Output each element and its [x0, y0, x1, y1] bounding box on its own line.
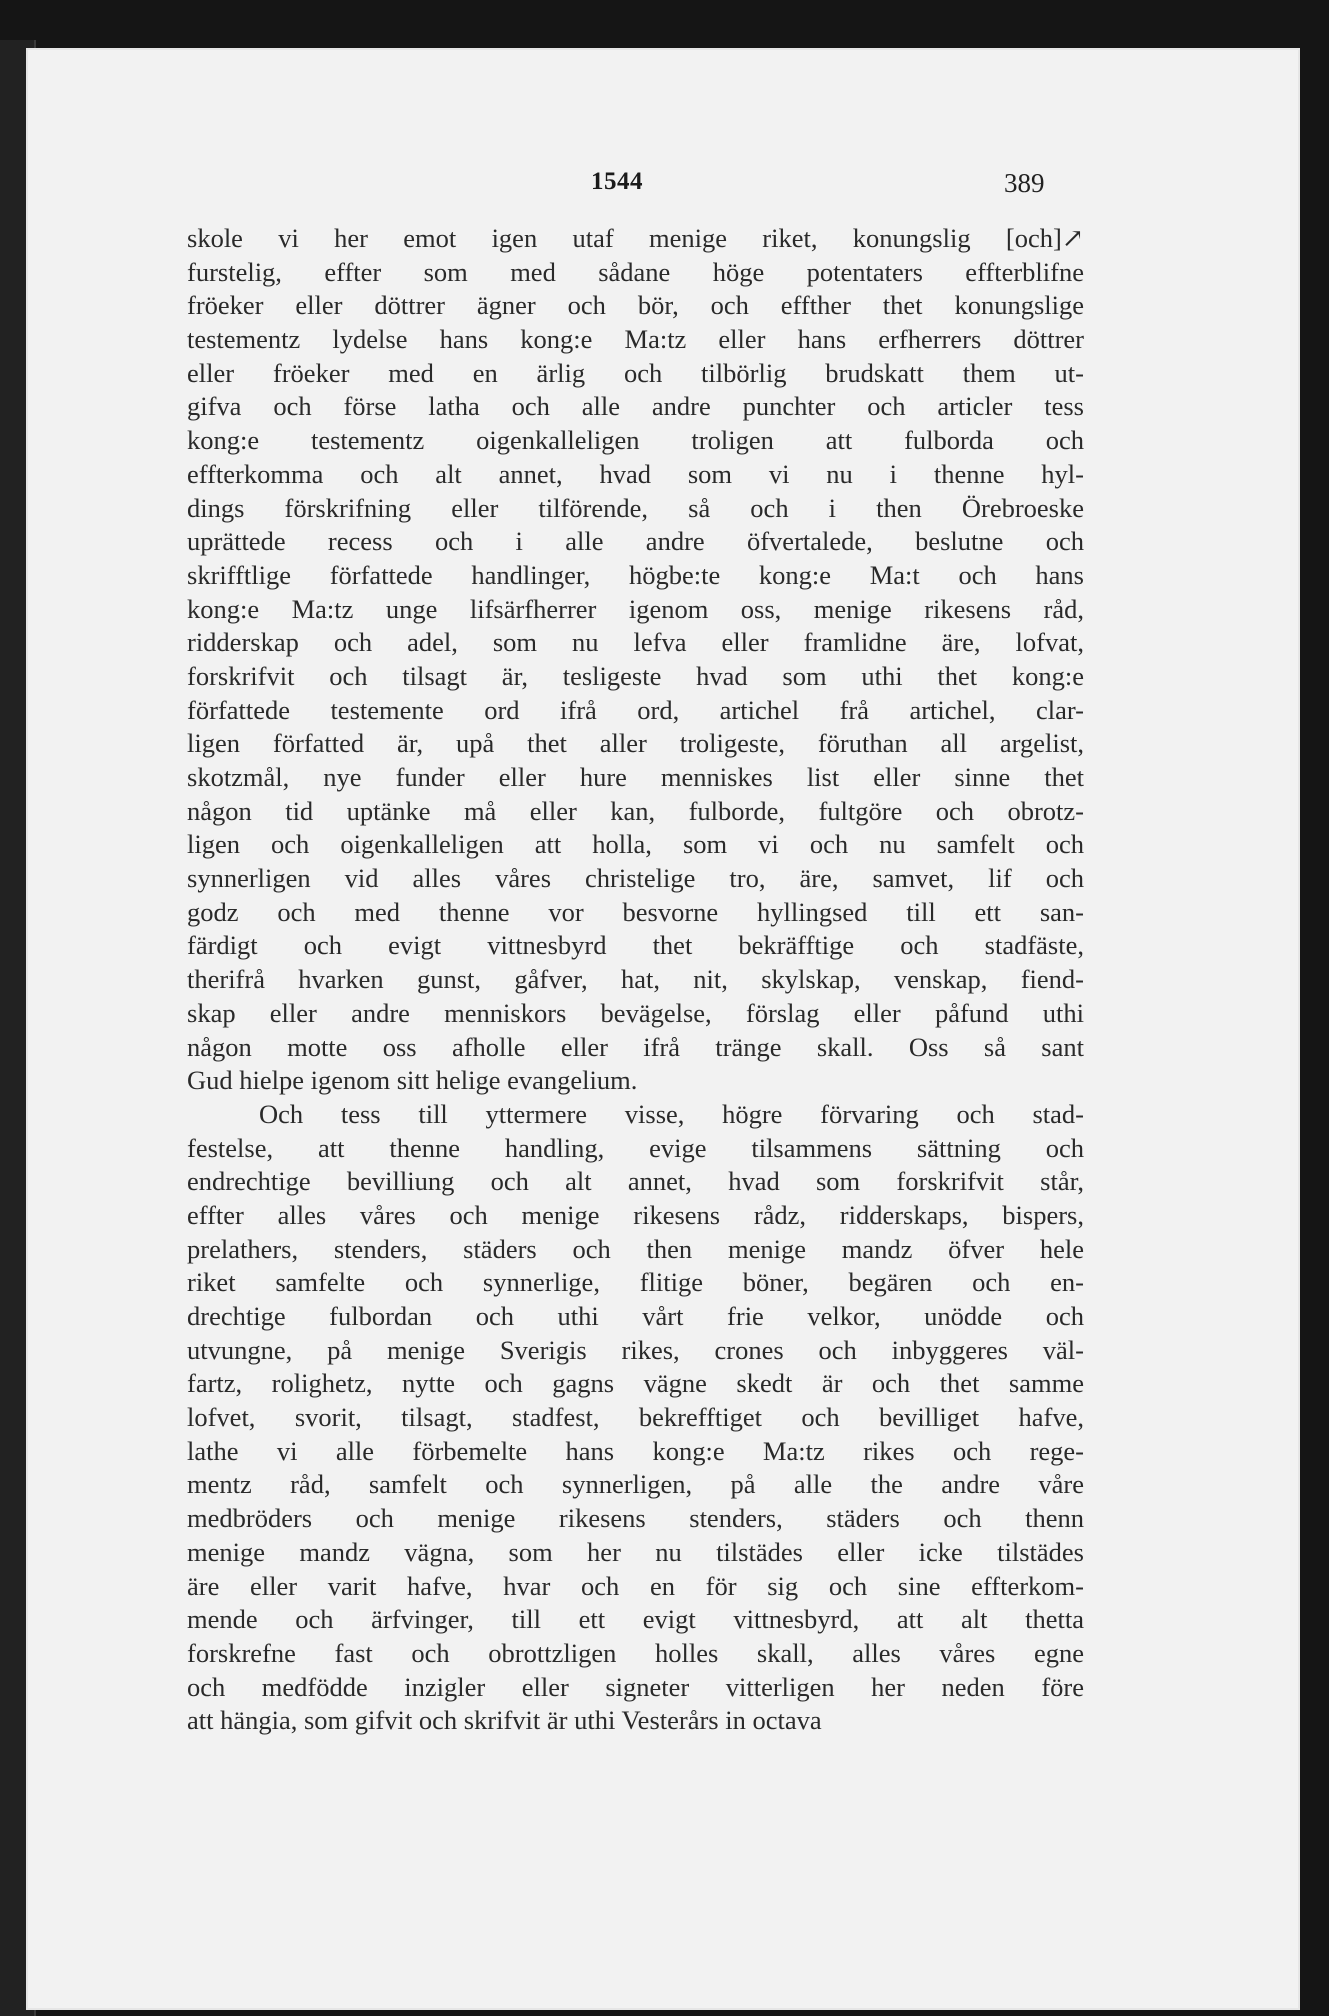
page-header [0, 168, 1329, 208]
text-line: effter alles våres och menige rikesens rådz, ridderskaps, bispers, [187, 1199, 1084, 1230]
text-line: skrifftlige författede handlinger, högbe:te kong:e Ma:t och hans [187, 559, 1084, 590]
paragraph [187, 1098, 1084, 1738]
text-line: godz och med thenne vor besvorne hyllingsed till ett san- [187, 896, 1084, 927]
text-line: medbröders och menige rikesens stenders, städers och thenn [187, 1503, 1084, 1534]
text-line: Och tess till yttermere visse, högre förvaring och stad- [259, 1098, 1084, 1129]
text-line: menige mandz vägna, som her nu tilstädes eller icke tilstädes [187, 1536, 1084, 1567]
text-line: äre eller varit hafve, hvar och en för sig och sine effterkom- [187, 1570, 1084, 1601]
text-line: kong:e Ma:tz unge lifsärfherrer igenom oss, menige rikesens råd, [187, 593, 1084, 624]
text-line: skotzmål, nye funder eller hure menniskes list eller sinne thet [187, 762, 1084, 792]
page-number: 389 [1004, 168, 1045, 198]
text-line: författede testemente ord ifrå ord, artichel frå artichel, clar- [187, 694, 1084, 725]
text-line: mentz råd, samfelt och synnerligen, på alle the andre våre [187, 1469, 1084, 1500]
text-line: synnerligen vid alles våres christelige tro, äre, samvet, lif och [187, 863, 1084, 894]
text-line: endrechtige bevilliung och alt annet, hvad som forskrifvit står, [187, 1166, 1084, 1197]
text-line: kong:e testementz oigenkalleligen troligen att fulborda och [187, 425, 1084, 456]
text-line: prelathers, stenders, städers och then menige mandz öfver hele [187, 1233, 1084, 1264]
text-line: mende och ärfvinger, till ett evigt vittnesbyrd, att alt thetta [187, 1604, 1084, 1635]
text-line: uprättede recess och i alle andre öfvertalede, beslutne och [187, 526, 1084, 557]
text-line: fröeker eller döttrer ägner och bör, och effther thet konungslige [187, 290, 1084, 321]
text-line: någon tid uptänke må eller kan, fulborde, fultgöre och obrotz- [187, 795, 1084, 826]
text-line: riket samfelte och synnerlige, flitige böner, begären och en- [187, 1267, 1084, 1298]
paragraph [187, 222, 1084, 1098]
text-line: dings förskrifning eller tilförende, så och i then Örebroeske [187, 492, 1084, 523]
text-line: festelse, att thenne handling, evige tilsammens sättning och [187, 1132, 1084, 1163]
text-line: färdigt och evigt vittnesbyrd thet bekräfftige och stadfäste, [187, 930, 1084, 961]
text-line: furstelig, effter som med sådane höge potentaters effterblifne [187, 256, 1084, 287]
text-line: skap eller andre menniskors bevägelse, förslag eller påfund uthi [187, 997, 1084, 1028]
text-line: utvungne, på menige Sverigis rikes, crones och inbyggeres väl- [187, 1334, 1084, 1365]
text-line: lathe vi alle förbemelte hans kong:e Ma:tz rikes och rege- [187, 1435, 1084, 1466]
text-line: ridderskap och adel, som nu lefva eller framlidne äre, lofvat, [187, 627, 1084, 658]
text-line: fartz, rolighetz, nytte och gagns vägne skedt är och thet samme [187, 1368, 1084, 1399]
text-line: att hängia, som gifvit och skrifvit är uthi Vesterårs in octava [187, 1705, 822, 1736]
text-line: therifrå hvarken gunst, gåfver, hat, nit, skylskap, venskap, fiend- [187, 964, 1084, 995]
body-text [187, 222, 1084, 1738]
text-line: någon motte oss afholle eller ifrå tränge skall. Oss så sant [187, 1031, 1084, 1062]
text-line: drechtige fulbordan och uthi vårt frie velkor, unödde och [187, 1301, 1084, 1331]
text-line: och medfödde inzigler eller signeter vitterligen her neden före [187, 1671, 1084, 1702]
text-line: effterkomma och alt annet, hvad som vi nu i thenne hyl- [187, 458, 1084, 489]
text-line: gifva och förse latha och alle andre punchter och articler tess [187, 391, 1084, 422]
text-line: forskrefne fast och obrottzligen holles skall, alles våres egne [187, 1637, 1084, 1668]
text-line: lofvet, svorit, tilsagt, stadfest, bekrefftiget och bevilliget hafve, [187, 1402, 1084, 1433]
text-line: skole vi her emot igen utaf menige riket, konungslig [och]↗ [187, 223, 1084, 253]
text-line: ligen och oigenkalleligen att holla, som vi och nu samfelt och [187, 829, 1084, 860]
text-line: testementz lydelse hans kong:e Ma:tz eller hans erfherrers döttrer [187, 324, 1084, 355]
text-line: eller fröeker med en ärlig och tilbörlig brudskatt them ut- [187, 357, 1084, 388]
text-line: forskrifvit och tilsagt är, tesligeste hvad som uthi thet kong:e [187, 660, 1084, 691]
text-line: Gud hielpe igenom sitt helige evangelium. [187, 1065, 638, 1096]
text-line: ligen författed är, upå thet aller troligeste, föruthan all argelist, [187, 728, 1084, 759]
running-head-year: 1544 [591, 168, 643, 195]
